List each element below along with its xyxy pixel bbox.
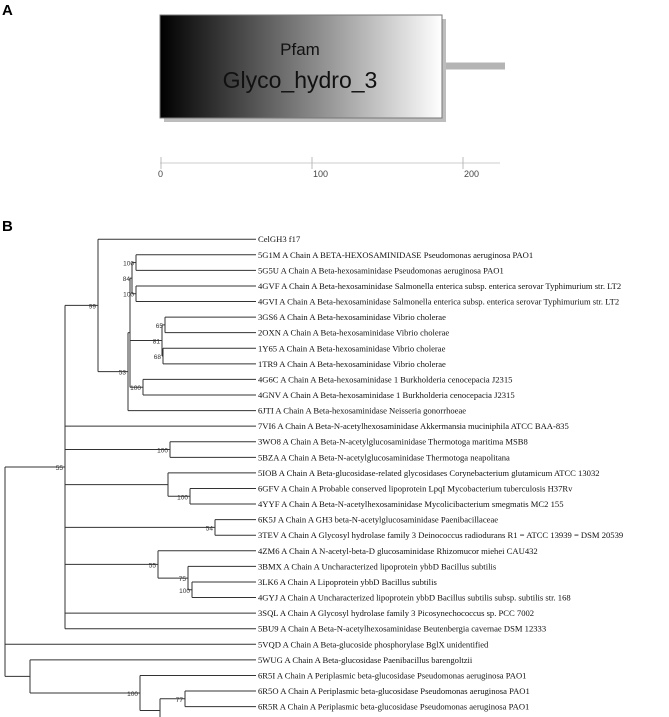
tree-leaf-label: 6JTI A Chain A Beta-hexosaminidase Neisseria gonorrhoeae <box>258 405 467 416</box>
tree-leaf-label: 3WO8 A Chain A Beta-N-acetylglucosaminidase Thermotoga maritima MSB8 <box>258 436 528 447</box>
tree-leaf-label: 3BMX A Chain A Uncharacterized lipoprotein ybbD Bacillus subtilis <box>258 561 497 572</box>
panel-b-label: B <box>2 218 13 235</box>
bootstrap-value: 100 <box>123 260 134 268</box>
tree-leaf-label: 5G5U A Chain A Beta-hexosaminidase Pseudomonas aeruginosa PAO1 <box>258 265 504 276</box>
bootstrap-value: 100 <box>177 494 188 502</box>
tree-leaf-label: 4YYF A Chain A Beta-N-acetylhexosaminidase Mycolicibacterium smegmatis MC2 155 <box>258 499 564 510</box>
tree-leaf-label: 7VI6 A Chain A Beta-N-acetylhexosaminidase Akkermansia muciniphila ATCC BAA-835 <box>258 421 569 432</box>
tree-leaf-label: 5BU9 A Chain A Beta-N-acetylhexosaminidase Beutenbergia cavernae DSM 12333 <box>258 623 547 634</box>
tree-leaf-label: CelGH3 f17 <box>258 234 301 245</box>
bootstrap-value: 77 <box>175 696 183 704</box>
tree-leaf-label: 1TR9 A Chain A Beta-hexosaminidase Vibrio cholerae <box>258 358 446 369</box>
bootstrap-value: 75 <box>178 576 186 584</box>
tree-leaf-label: 6K5J A Chain A GH3 beta-N-acetylglucosaminidase Paenibacillaceae <box>258 514 499 525</box>
tree-leaf-label: 5G1M A Chain A BETA-HEXOSAMINIDASE Pseudomonas aeruginosa PAO1 <box>258 249 534 260</box>
tree-leaf-label: 5WUG A Chain A Beta-glucosidase Paenibacillus barengoltzii <box>258 654 473 665</box>
tree-leaf-label: 4GYJ A Chain A Uncharacterized lipoprotein ybbD Bacillus subtilis subsp. subtilis str. 168 <box>258 592 571 603</box>
tree-leaf-label: 4GVI A Chain A Beta-hexosaminidase Salmonella enterica subsp. enterica serovar Typhimurium str. LT2 <box>258 296 620 307</box>
tree-leaf-label: 6GFV A Chain A Probable conserved lipoprotein LpqI Mycobacterium tuberculosis H37Rv <box>258 483 573 494</box>
bootstrap-value: 99 <box>88 303 96 311</box>
bootstrap-value: 100 <box>130 385 141 393</box>
bootstrap-value: 55 <box>55 465 63 473</box>
bootstrap-value: 100 <box>179 587 190 595</box>
tree-leaf-label: 4G6C A Chain A Beta-hexosaminidase 1 Burkholderia cenocepacia J2315 <box>258 374 513 385</box>
tree-leaf-label: 6R5I A Chain A Periplasmic beta-glucosidase Pseudomonas aeruginosa PAO1 <box>258 670 527 681</box>
domain-name-label: Glyco_hydro_3 <box>222 67 378 93</box>
tree-leaf-label: 3GS6 A Chain A Beta-hexosaminidase Vibrio cholerae <box>258 312 446 323</box>
bootstrap-value: 100 <box>123 291 134 299</box>
tree-leaf-label: 4GNV A Chain A Beta-hexosaminidase 1 Burkholderia cenocepacia J2315 <box>258 390 515 400</box>
bootstrap-value: 68 <box>153 354 161 362</box>
bootstrap-value: 81 <box>152 338 160 346</box>
bootstrap-value: 100 <box>127 690 138 698</box>
bootstrap-value: 65 <box>155 322 163 330</box>
scale-label-0: 0 <box>158 169 164 179</box>
tree-leaf-label: 3LK6 A Chain A Lipoprotein ybbD Bacillus subtilis <box>258 576 437 587</box>
domain-source-label: Pfam <box>280 40 320 59</box>
tree-leaf-label: 6R5R A Chain A Periplasmic beta-glucosidase Pseudomonas aeruginosa PAO1 <box>258 701 530 712</box>
panel-a-label: A <box>2 2 13 19</box>
tree-leaf-label: 2OXN A Chain A Beta-hexosaminidase Vibrio cholerae <box>258 327 450 338</box>
tree-leaf-label: 6R5O A Chain A Periplasmic beta-glucosidase Pseudomonas aeruginosa PAO1 <box>258 686 530 697</box>
bootstrap-value: 53 <box>118 369 126 377</box>
tree-leaf-label: 4GVF A Chain A Beta-hexosaminidase Salmonella enterica subsp. enterica serovar Typhimurium str. LT2 <box>258 280 622 291</box>
tree-leaf-label: 5BZA A Chain A Beta-N-acetylglucosaminidase Thermotoga neapolitana <box>258 452 510 463</box>
tree-leaf-label: 1Y65 A Chain A Beta-hexosaminidase Vibrio cholerae <box>258 343 446 354</box>
tree-leaf-label: 3SQL A Chain A Glycosyl hydrolase family 3 Picosynechococcus sp. PCC 7002 <box>258 608 535 619</box>
bootstrap-value: 84 <box>122 276 130 284</box>
tree-leaf-label: 5VQD A Chain A Beta-glucoside phosphorylase BglX unidentified <box>258 639 489 650</box>
tree-leaf-label: 4ZM6 A Chain A N-acetyl-beta-D glucosaminidase Rhizomucor miehei CAU432 <box>258 545 538 556</box>
bootstrap-value: 55 <box>148 562 156 570</box>
tree-leaf-label: 5IOB A Chain A Beta-glucosidase-related glycosidases Corynebacterium glutamicum ATCC 13032 <box>258 467 600 478</box>
bootstrap-value: 54 <box>205 525 213 533</box>
tree-leaf-label: 3TEV A Chain A Glycosyl hydrolase family 3 Deinococcus radiodurans R1 = ATCC 13939 = DSM 20539 <box>258 530 624 541</box>
scale-label-200: 200 <box>464 169 480 179</box>
bootstrap-value: 100 <box>157 447 168 455</box>
scale-label-100: 100 <box>313 169 329 179</box>
